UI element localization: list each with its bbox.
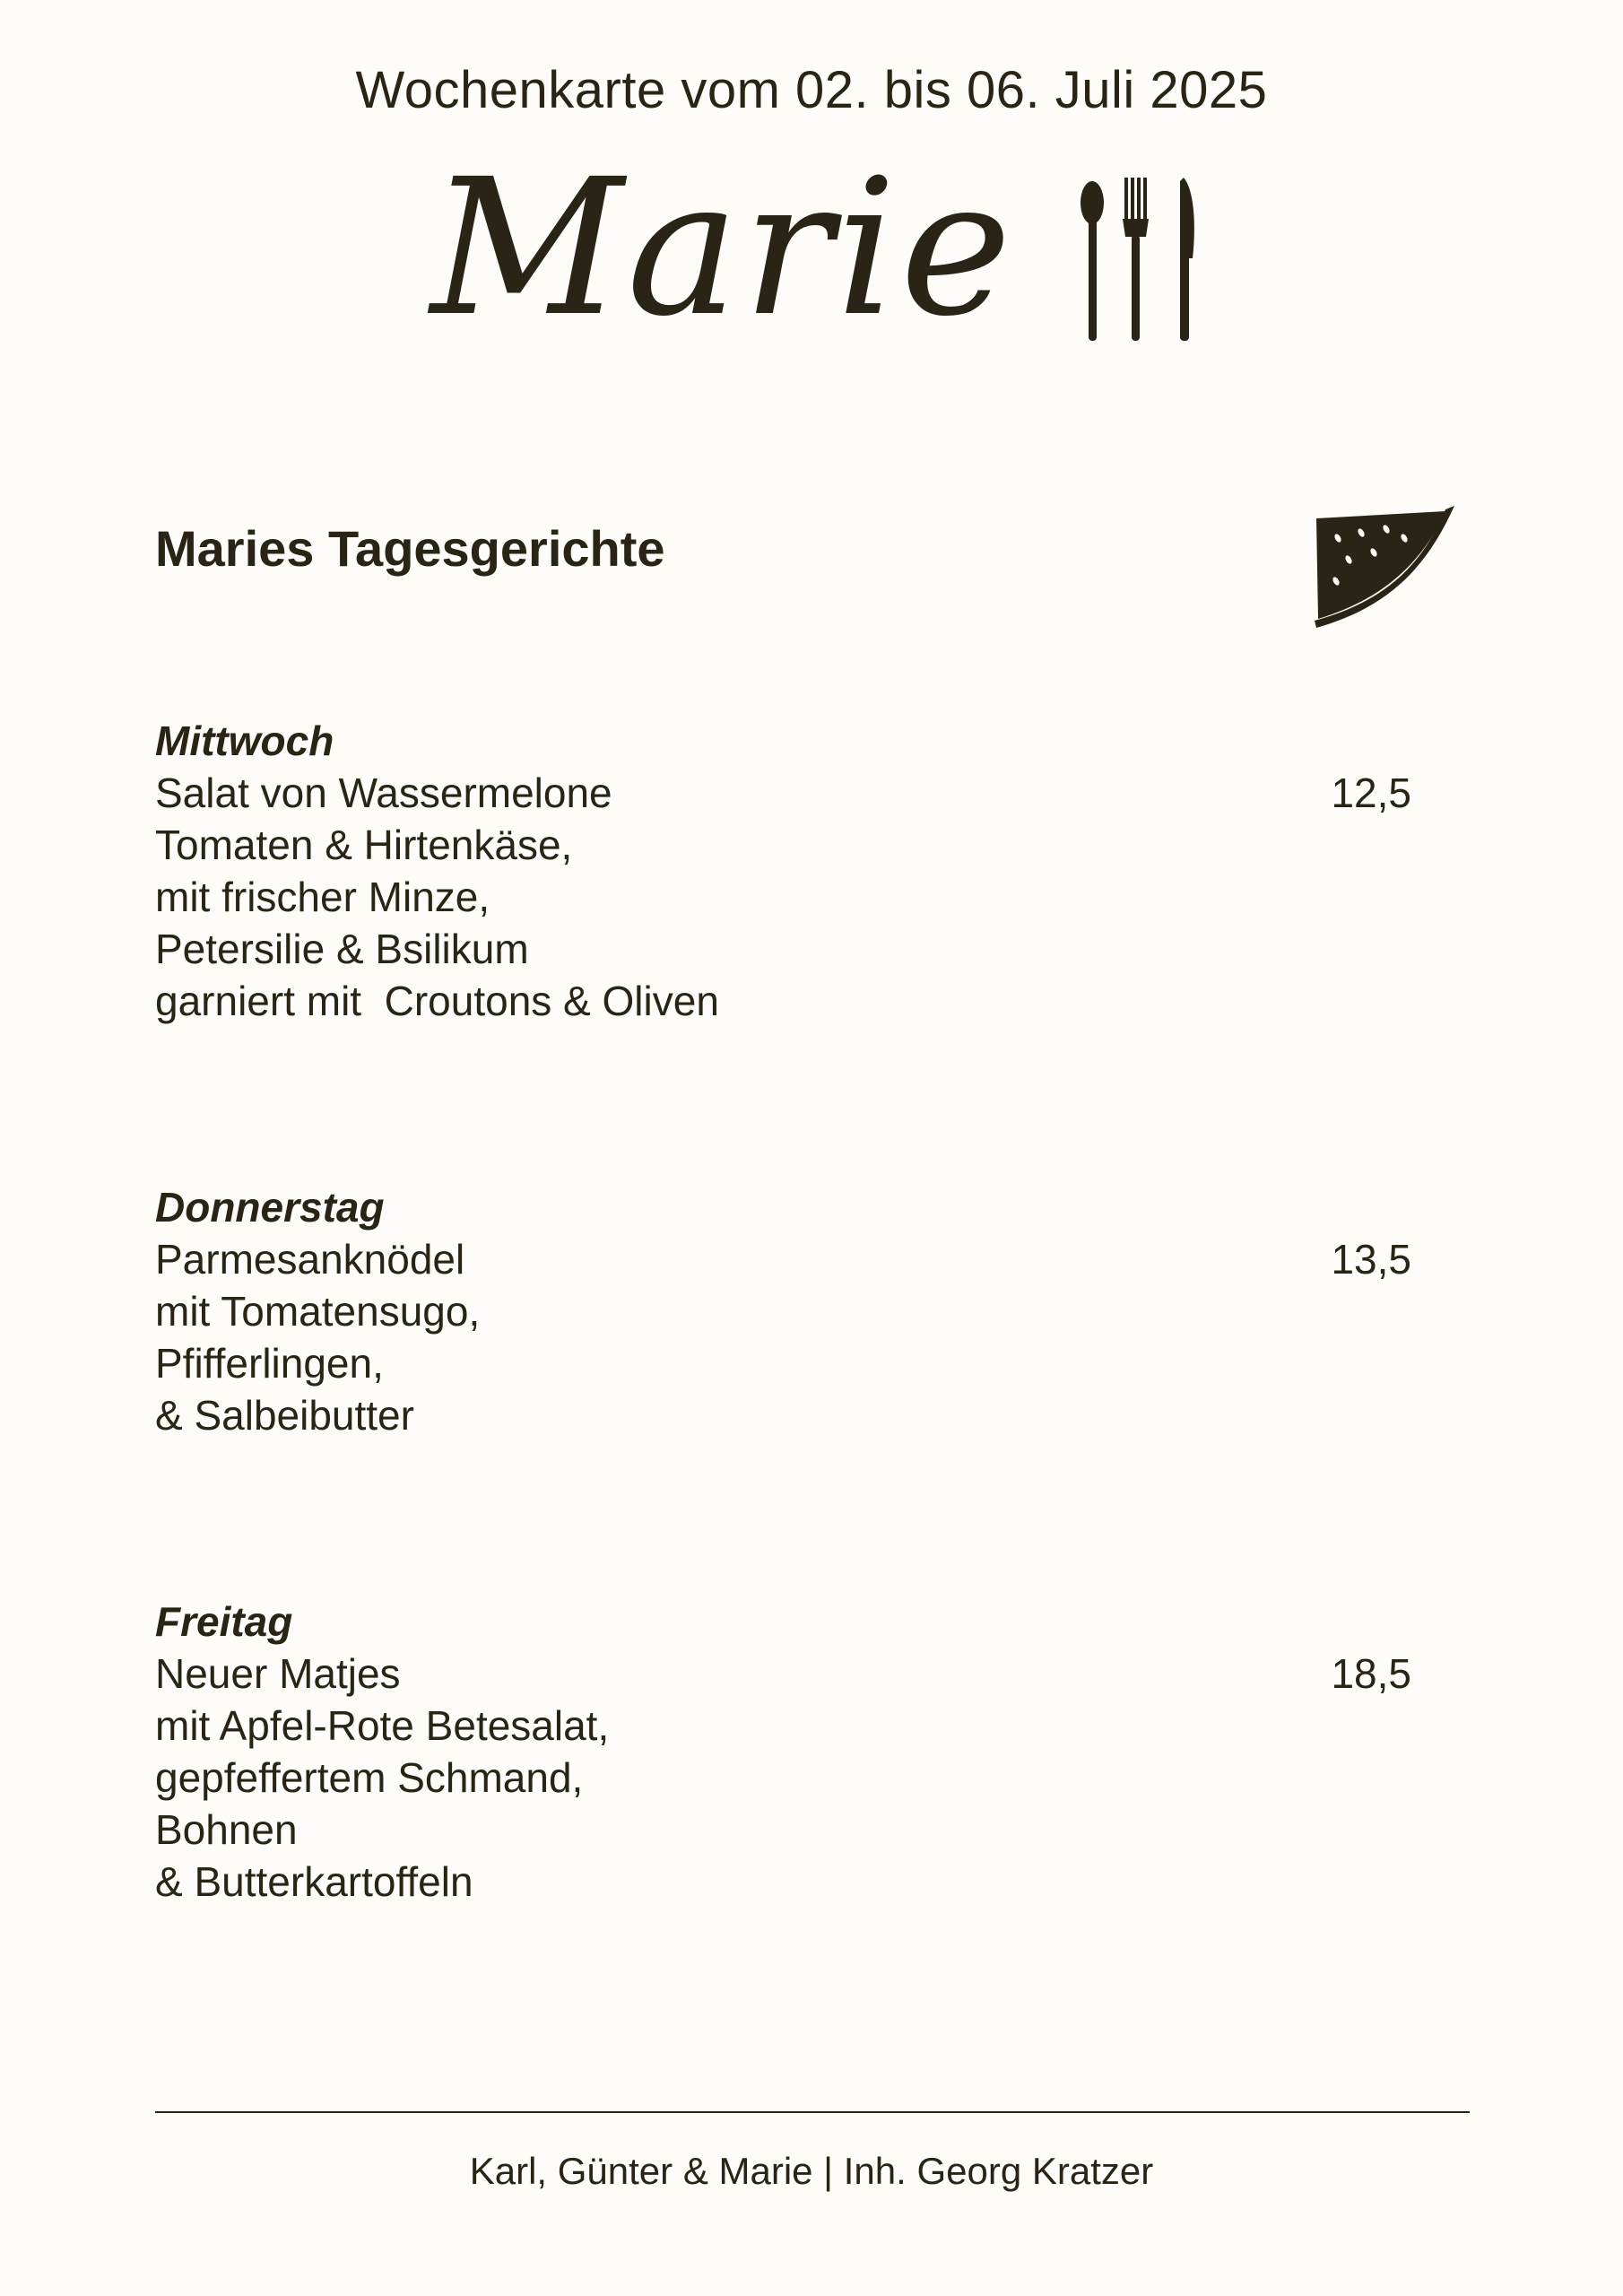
dish-line: mit frischer Minze, [155,874,490,920]
section-title: Maries Tagesgerichte [155,520,665,577]
menu-day-thursday [155,1181,1464,1441]
dish-line: Parmesanknödel [155,1236,465,1283]
dish-price: 12,5 [1331,770,1411,816]
watermelon-slice-icon [1311,502,1454,630]
dish-line: Bohnen [155,1806,298,1853]
restaurant-logo [430,138,1219,370]
dish-line: gepfeffertem Schmand, [155,1754,584,1801]
dish-line: & Butterkartoffeln [155,1858,473,1905]
day-name: Freitag [155,1598,293,1645]
footer-divider [155,2111,1470,2113]
menu-day-friday [155,1596,1464,1908]
footer-owner-line: Karl, Günter & Marie | Inh. Georg Kratzer [469,2150,1154,2192]
dish-line: Salat von Wassermelone [155,770,612,816]
dish-price: 18,5 [1331,1650,1411,1697]
dish-line: garniert mit Croutons & Oliven [155,978,719,1024]
day-name: Donnerstag [155,1184,385,1231]
day-name: Mittwoch [155,718,334,764]
dish-line: Pfifferlingen, [155,1340,384,1387]
menu-date-heading: Wochenkarte vom 02. bis 06. Juli 2025 [355,61,1268,119]
dish-line: mit Apfel-Rote Betesalat, [155,1702,610,1749]
dish-line: & Salbeibutter [155,1392,414,1439]
dish-line: Tomaten & Hirtenkäse, [155,822,573,868]
menu-day-wednesday [155,715,1464,1027]
dish-line: Petersilie & Bsilikum [155,926,529,972]
dish-price: 13,5 [1331,1236,1411,1283]
cutlery-icon [1069,172,1212,352]
dish-line: mit Tomatensugo, [155,1288,481,1335]
dish-line: Neuer Matjes [155,1650,401,1697]
logo-script-text: Marie [430,138,1016,358]
